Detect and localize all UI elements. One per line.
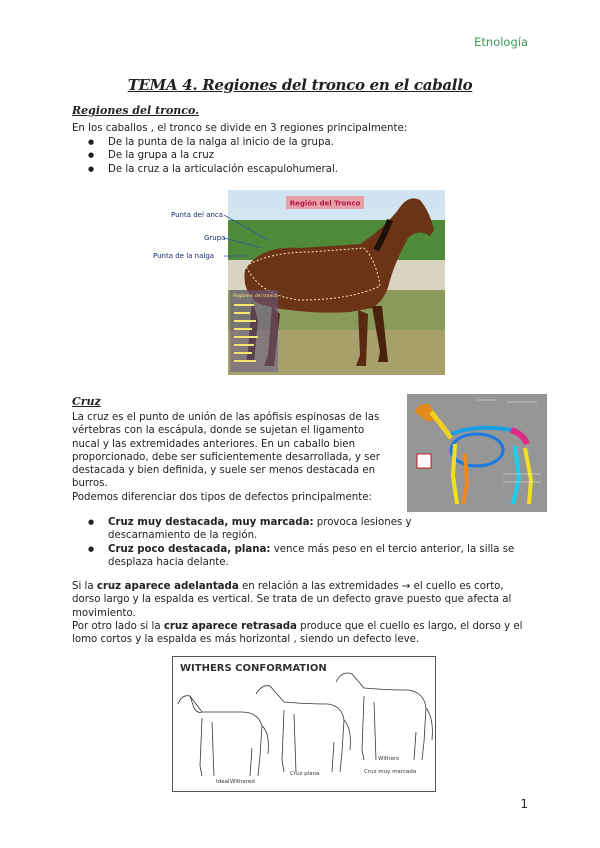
defect-title: Cruz muy destacada, muy marcada: (108, 517, 314, 528)
text-line: burros. (72, 478, 108, 490)
list-item: ● De la punta de la nalga al inicio de la grupa. (72, 136, 532, 149)
text-run: movimiento. (72, 607, 136, 619)
text-run: dorso largo y la espalda es vertical. Se trata de un defecto grave puesto que afecta al (72, 594, 512, 606)
caption-ideal: Ideal (216, 779, 230, 785)
page-title: TEMA 4. Regiones del tronco en el caballo (127, 76, 473, 94)
text-run: en relación a las extremidades → el cuello es corto, (238, 581, 504, 592)
horse-trunk-figure (150, 190, 445, 375)
label-grupa: Grupa (204, 234, 226, 242)
text-run: Si la (72, 581, 97, 592)
regions-list (72, 136, 532, 176)
label-punta-anca: Punta del anca (171, 211, 224, 219)
list-item (72, 543, 542, 570)
defect-text: desplaza hacia delante. (108, 556, 229, 568)
text-run: Por otro lado si la (72, 620, 164, 632)
withers-title: WITHERS CONFORMATION (180, 663, 327, 674)
caption-withers: Withers (378, 756, 399, 762)
caption-withered: Withered (230, 779, 255, 785)
text-run-bold: cruz aparece retrasada (163, 620, 297, 632)
text-line: destacada y bien definida, y suele ser menos destacada en (72, 465, 376, 477)
section1-intro: En los caballos , el tronco se divide en 3 regiones principalmente: (72, 123, 408, 134)
page-number: 1 (520, 797, 528, 811)
label-punta-nalga: Punta de la nalga (153, 252, 215, 260)
withers-conformation-figure (172, 656, 436, 792)
figure-banner: Región del Tronco (289, 199, 361, 208)
text-line: La cruz es el punto de unión de las apófisis espinosas de las (72, 412, 380, 423)
defect-text: provoca lesiones y (313, 517, 412, 528)
list-item: ● De la grupa a la cruz (72, 149, 532, 162)
defect-title: Cruz poco destacada, plana: (108, 543, 271, 555)
text-line: proporcionado, debe ser suficientemente desarrollada, y ser (72, 451, 380, 463)
list-item: ● De la cruz a la articulación escapulohumeral. (72, 163, 532, 176)
text-run-bold: cruz aparece adelantada (96, 581, 239, 592)
legend-title: Regiones del tronco (233, 294, 278, 299)
text-run: lomo cortos y la espalda es más horizontal , siendo un defecto leve. (72, 634, 420, 646)
defect-text: descarnamiento de la región. (108, 530, 258, 542)
subject-label: Etnología (474, 35, 528, 49)
section-heading-cruz: Cruz (72, 395, 101, 408)
cruz-paragraph-3 (72, 580, 542, 646)
skeleton-figure (407, 394, 547, 512)
text-line: nucal y las extremidades anteriores. En un caballo bien (72, 438, 356, 450)
caption-cruz-muy-marcada: Cruz muy marcada (364, 769, 417, 775)
text-line: vértebras con la escápula, donde se sujetan el ligamento (72, 425, 365, 437)
list-item (72, 516, 542, 543)
caption-cruz-plana: Cruz plana (290, 771, 320, 777)
section-heading-regiones: Regiones del tronco. (72, 104, 199, 117)
cruz-paragraph-2: Podemos diferenciar dos tipos de defectos principalmente: (72, 491, 372, 503)
cruz-paragraph-1 (72, 411, 402, 504)
text-run: produce que el cuello es largo, el dorso y el (296, 620, 523, 632)
defects-list (72, 516, 542, 569)
defect-text: vence más peso en el tercio anterior, la silla se (270, 543, 515, 555)
